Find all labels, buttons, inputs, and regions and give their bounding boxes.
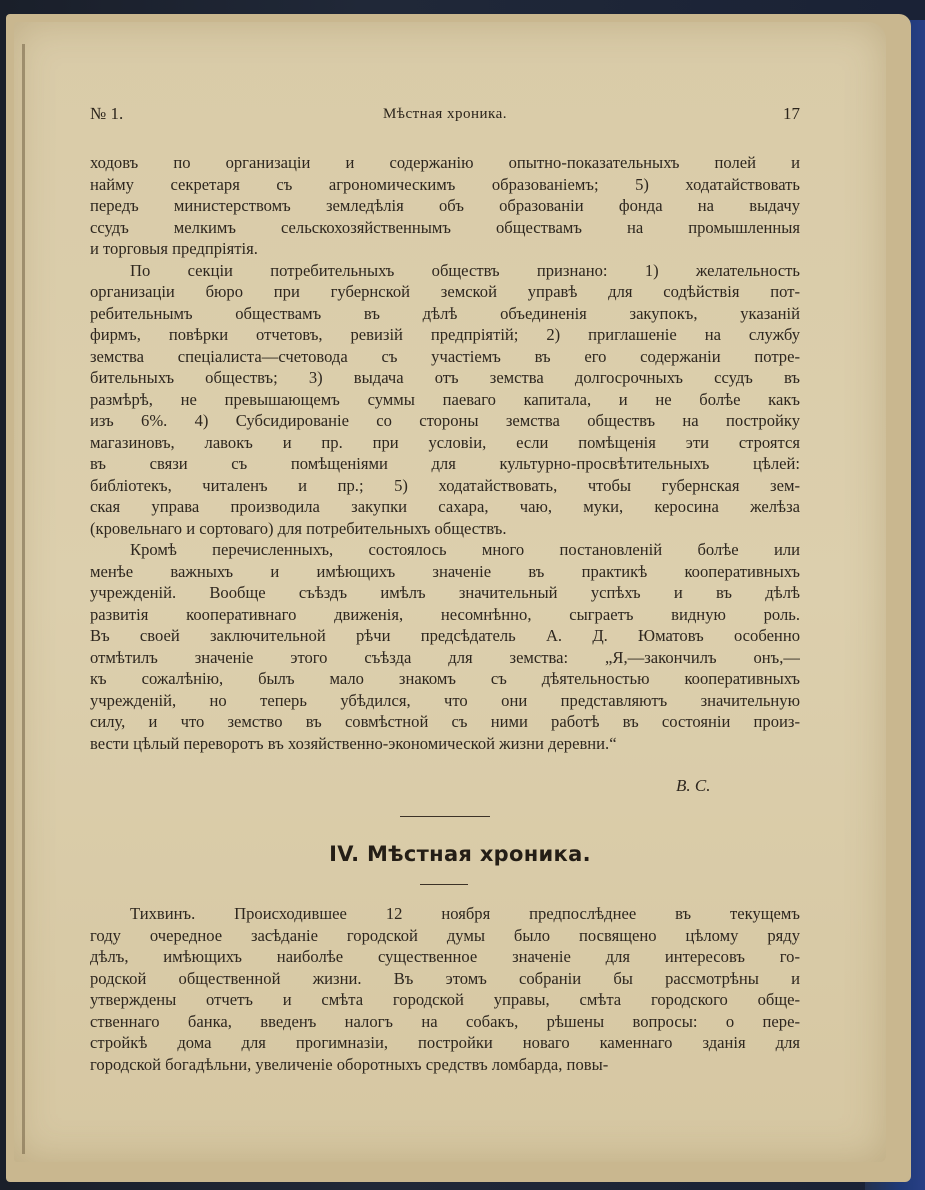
text-line: бительныхъ обществъ; 3) выдача отъ земства долгосрочныхъ ссудъ въ <box>90 368 800 387</box>
text-line: ссудъ мелкимъ сельскохозяйственнымъ обществамъ на промышленныя <box>90 217 800 237</box>
running-header <box>90 104 800 130</box>
text-line: земства спеціалиста—счетовода съ участіемъ въ его содержаніи потре- <box>90 346 800 366</box>
text-line: изъ 6%. 4) Субсидированіе со стороны земства обществъ на постройку <box>90 411 800 430</box>
separator-rule-top <box>400 816 490 817</box>
text-line: въ связи съ помѣщеніями для культурно-просвѣтительныхъ цѣлей: <box>90 454 800 473</box>
text-line: Въ своей заключительной рѣчи предсѣдатель А. Д. Юматовъ особенно <box>90 626 800 645</box>
text-line: и торговыя предпріятія. <box>90 239 258 258</box>
page-gutter <box>22 44 25 1154</box>
issue-number: № 1. <box>90 104 124 123</box>
paragraph <box>90 539 800 754</box>
signature: В. С. <box>676 776 711 795</box>
text-line: ходовъ по организаціи и содержанію опытно-показательныхъ полей и <box>90 153 800 172</box>
text-line: учрежденій, но теперь убѣдился, что они представляютъ значительную <box>90 690 800 710</box>
paragraph <box>90 903 800 1075</box>
text-line: городской богадѣльни, увеличеніе оборотныхъ средствъ ломбарда, повы- <box>90 1054 609 1074</box>
text-line: (кровельнаго и сортоваго) для потребительныхъ обществъ. <box>90 518 507 538</box>
text-line: развитія кооперативнаго движенія, несомнѣнно, сыграетъ видную роль. <box>90 604 800 624</box>
text-line: году очередное засѣданіе городской думы было посвящено цѣлому ряду <box>90 925 800 945</box>
separator-rule-bottom <box>420 884 468 885</box>
paragraph <box>90 152 800 260</box>
page-number: 17 <box>783 104 800 123</box>
section-title: IV. Мѣстная хроника. <box>329 842 591 866</box>
text-line: передъ министерствомъ земледѣлія объ образованіи фонда на выдачу <box>90 196 800 215</box>
text-line: стройкѣ дома для прогимназіи, постройки новаго каменнаго зданія для <box>90 1033 800 1052</box>
text-line: магазиновъ, лавокъ и пр. при условіи, если помѣщенія эти строятся <box>90 432 800 452</box>
text-line: къ сожалѣнію, былъ мало знакомъ съ дѣятельностью кооперативныхъ <box>90 669 800 688</box>
text-line: библіотекъ, читаленъ и пр.; 5) ходатайствовать, чтобы губернская зем- <box>90 475 800 495</box>
text-line: размѣрѣ, не превышающемъ суммы паеваго капитала, и не болѣе какъ <box>90 389 800 409</box>
text-line: фирмъ, повѣрки отчетовъ, ревизій предпріятій; 2) приглашеніе на службу <box>90 325 800 344</box>
paragraph <box>90 260 800 540</box>
text-line: учрежденій. Вообще съѣздъ имѣлъ значительный успѣхъ и въ дѣлѣ <box>90 583 800 602</box>
text-line: родской общественной жизни. Въ этомъ собраніи бы рассмотрѣны и <box>90 968 800 988</box>
text-line: По секціи потребительныхъ обществъ признано: 1) желательность <box>130 260 800 280</box>
text-line: найму секретаря съ агрономическимъ образованіемъ; 5) ходатайствовать <box>90 174 800 194</box>
text-line: организаціи бюро при губернской земской управѣ для содѣйствія пот- <box>90 282 800 301</box>
text-line: дѣлъ, имѣющихъ наиболѣе существенное значеніе для интересовъ го- <box>90 947 800 966</box>
text-line: Тихвинъ. Происходившее 12 ноября предпослѣднее въ текущемъ <box>130 904 800 923</box>
running-title: Мѣстная хроника. <box>382 106 508 122</box>
text-line: Кромѣ перечисленныхъ, состоялось много постановленій болѣе или <box>130 540 800 559</box>
chronicle-body <box>90 903 800 1075</box>
text-line: ская управа производила закупки сахара, чаю, муки, керосина желѣза <box>90 497 800 516</box>
article-body <box>90 152 800 754</box>
text-line: вести цѣлый переворотъ въ хозяйственно-экономической жизни деревни.“ <box>90 733 617 753</box>
text-line: отмѣтилъ значеніе этого съѣзда для земства: „Я,—закончилъ онъ,— <box>90 647 800 667</box>
text-line: силу, и что земство въ совмѣстной съ ними работѣ въ состояніи произ- <box>90 712 800 731</box>
text-line: ребительнымъ обществамъ въ дѣлѣ объединенія закупокъ, указаній <box>90 303 800 323</box>
text-line: утверждены отчетъ и смѣта городской управы, смѣта городского обще- <box>90 990 800 1009</box>
text-line: менѣе важныхъ и имѣющихъ значеніе въ практикѣ кооперативныхъ <box>90 561 800 581</box>
text-line: ственнаго банка, введенъ налогъ на собакъ, рѣшены вопросы: о пере- <box>90 1011 800 1031</box>
